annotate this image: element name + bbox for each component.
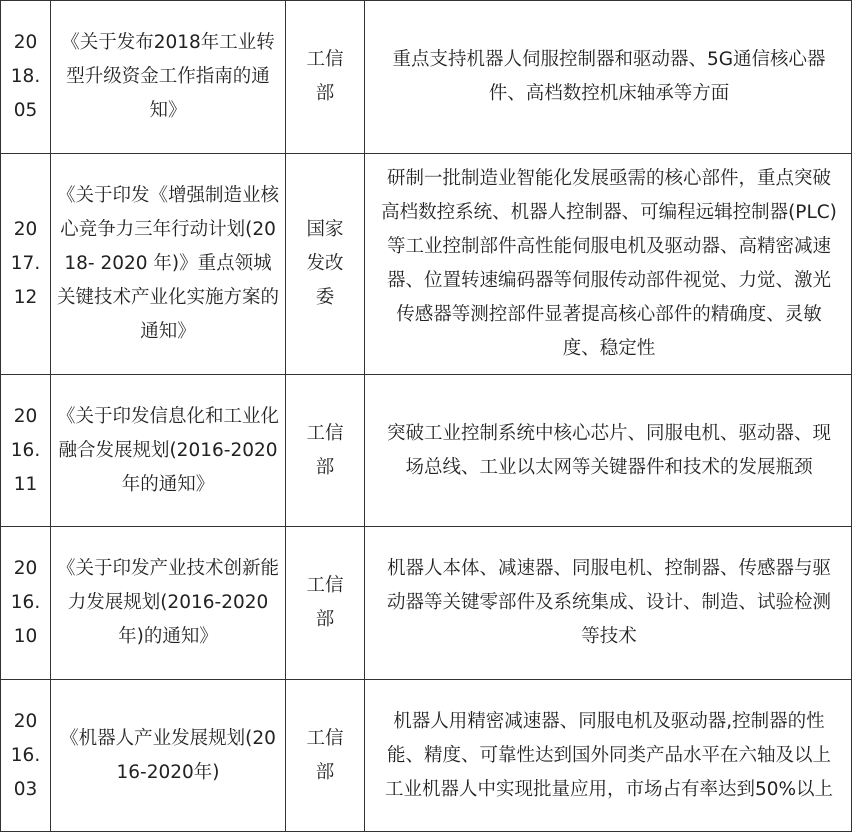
dept-cell — [286, 375, 365, 527]
dept-text: 工信部 — [306, 727, 344, 783]
dept-cell — [286, 1, 365, 154]
date-cell — [1, 527, 51, 680]
date-text: 2016.11 — [10, 405, 41, 495]
date-cell — [1, 1, 51, 154]
table-row — [1, 1, 852, 154]
date-text: 2018.05 — [10, 32, 41, 121]
dept-text: 工信部 — [306, 422, 344, 478]
date-cell — [1, 375, 51, 527]
title-cell: 《关于印发《增强制造业核心竞争力三年行动计划(2018- 2020 年)》重点领城关键技术产业化实施方案的通知》 — [51, 154, 286, 375]
table-row — [1, 375, 852, 527]
dept-text: 国家发改委 — [306, 219, 344, 308]
date-cell — [1, 154, 51, 375]
table-row — [1, 527, 852, 680]
table-row — [1, 680, 852, 832]
date-text: 2016.10 — [10, 558, 41, 647]
date-cell — [1, 680, 51, 832]
date-text: 2016.03 — [10, 710, 41, 800]
content-cell: 突破工业控制系统中核心芯片、同服电机、驱动器、现场总线、工业以太网等关键器件和技术的发展瓶颈 — [365, 375, 852, 527]
content-cell: 重点支持机器人伺服控制器和驱动器、5G通信核心器件、高档数控机床轴承等方面 — [365, 1, 852, 154]
dept-text: 工信部 — [306, 49, 344, 104]
content-cell: 机器人本体、减速器、同服电机、控制器、传感器与驱动器等关键零部件及系统集成、设计、制造、试验检测等技术 — [365, 527, 852, 680]
title-cell: 《关于印发信息化和工业化融合发展规划(2016-2020年的通知》 — [51, 375, 286, 527]
title-cell: 《机器人产业发展规划(2016-2020年) — [51, 680, 286, 832]
dept-cell — [286, 527, 365, 680]
dept-cell — [286, 154, 365, 375]
dept-text: 工信部 — [306, 575, 344, 630]
dept-cell — [286, 680, 365, 832]
content-cell: 机器人用精密减速器、同服电机及驱动器,控制器的性能、精度、可靠性达到国外同类产品水平在六轴及以上工业机器人中实现批量应用，市场占有率达到50%以上 — [365, 680, 852, 832]
table-row — [1, 154, 852, 375]
title-cell: 《关于发布2018年工业转型升级资金工作指南的通知》 — [51, 1, 286, 154]
title-cell: 《关于印发产业技术创新能力发展规划(2016-2020年)的通知》 — [51, 527, 286, 680]
date-text: 2017.12 — [10, 219, 41, 308]
content-cell: 研制一批制造业智能化发展亟需的核心部件，重点突破高档数控系统、机器人控制器、可编程远辑控制器(PLC)等工业控制部件高性能伺服电机及驱动器、高精密减速器、位置转速编码器等伺服传动部件视觉、力觉、激光传感器等测控部件显著提高核心部件的精确度、灵敏度、稳定性 — [365, 154, 852, 375]
